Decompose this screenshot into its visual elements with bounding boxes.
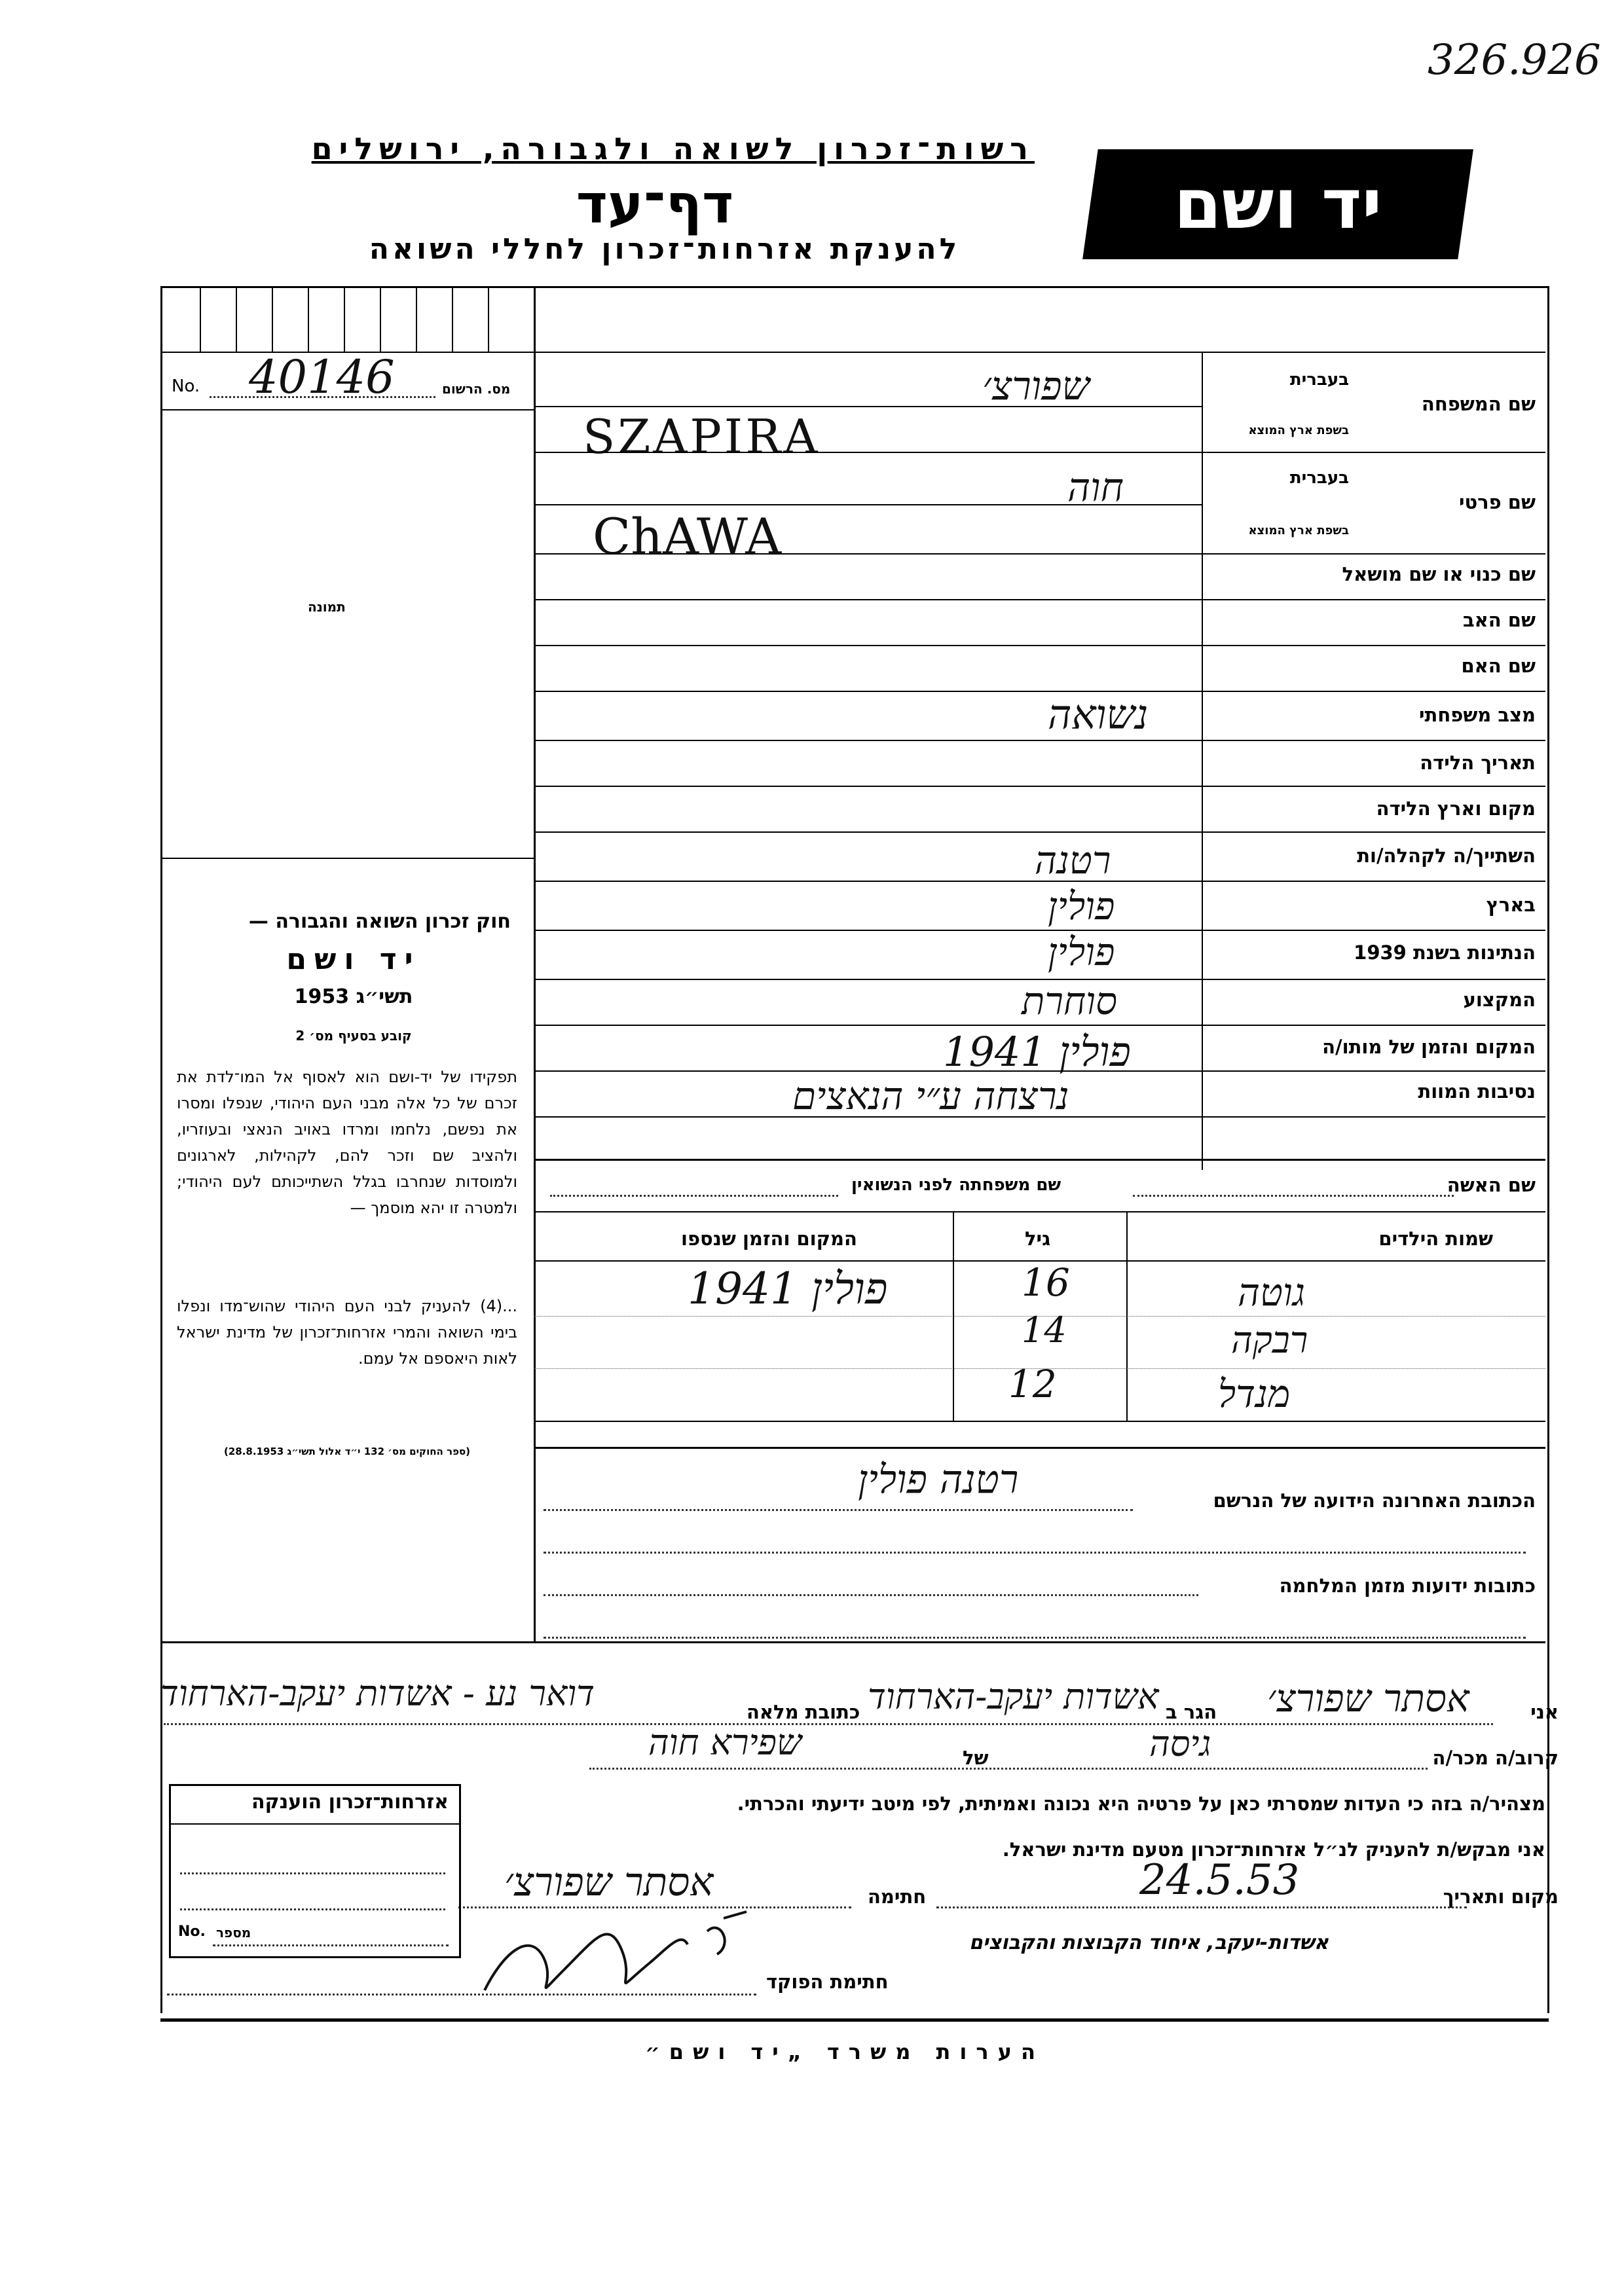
registration-label: מס. הרשום bbox=[442, 381, 511, 397]
officer-signature bbox=[458, 1892, 760, 2010]
citizenship-label: הנתינות בשנת 1939 bbox=[1354, 941, 1536, 964]
country-label: בארץ bbox=[1486, 894, 1536, 916]
death-circumstances-label: נסיבות המוות bbox=[1418, 1080, 1536, 1102]
date-value: 24.5.53 bbox=[1139, 1856, 1300, 1904]
child-age: 16 bbox=[1022, 1260, 1070, 1305]
archive-number: 326.926 bbox=[1428, 36, 1601, 84]
child-name: רבקה bbox=[1231, 1319, 1308, 1362]
birth-place-label: מקום וארץ הלידה bbox=[1376, 797, 1536, 820]
award-no-label: No. bbox=[178, 1923, 206, 1940]
office-notes-label: הערות משרד „יד ושם״ bbox=[645, 2039, 1044, 2064]
death-place-time-label: המקום והזמן של מותו/ה bbox=[1322, 1036, 1536, 1058]
marital-value: נשואה bbox=[1048, 691, 1149, 738]
child-name: מנדל bbox=[1218, 1372, 1291, 1416]
registration-no-label: No. bbox=[172, 376, 200, 396]
family-name-hebrew-value: שפורצ׳ bbox=[982, 363, 1090, 409]
citizenship-value: פולין bbox=[1048, 930, 1115, 974]
death-circumstances-value: נרצחה ע״י הנאצים bbox=[792, 1074, 1069, 1118]
declarant-ani-label: אני bbox=[1530, 1701, 1559, 1723]
officer-signature-label: חתימת הפוקד bbox=[766, 1971, 889, 1993]
place-date-label: מקום ותאריך bbox=[1443, 1886, 1559, 1908]
authority-title: רשות־זכרון לשואה ולגבורה, ירושלים bbox=[311, 131, 1035, 166]
last-address-value: רטנה פולין bbox=[858, 1457, 1019, 1503]
relation-value: גיסה bbox=[1149, 1723, 1211, 1764]
yad-vashem-logo bbox=[1082, 149, 1473, 259]
declarant-lives-value: אשדות יעקב-הארחוד bbox=[868, 1676, 1159, 1717]
child-age: 12 bbox=[1008, 1362, 1057, 1406]
first-name-sub-hebrew: בעברית bbox=[1289, 468, 1349, 488]
declarant-name: אסתר שפורצ׳ bbox=[1267, 1676, 1469, 1721]
children-age-header: גיל bbox=[1025, 1228, 1051, 1250]
law-year: תשי״ג 1953 bbox=[294, 985, 413, 1008]
first-name-hebrew-value: חוה bbox=[1067, 465, 1124, 511]
children-place-header: המקום והזמן שנספו bbox=[681, 1228, 857, 1250]
family-name-sub-origin: בשפת ארץ המוצא bbox=[1248, 424, 1349, 437]
nickname-label: שם כנוי או שם מושאל bbox=[1342, 563, 1536, 585]
law-title: חוק זכרון השואה והגבורה — bbox=[248, 910, 511, 933]
community-label: השתייך/ה לקהלה/ות bbox=[1357, 845, 1536, 867]
child-name: גוטה bbox=[1238, 1270, 1306, 1315]
law-paragraph-2: ...(4) להעניק לבני העם היהודי שהוש־מדו ונפלו בימי השואה והמרי אזרחות־זכרון של מדינת ישראל לאות היאספם אל עמם. bbox=[177, 1297, 517, 1368]
child-place-time: פולין 1941 bbox=[688, 1264, 888, 1314]
wife-maiden-label: שם משפחתה לפני הנשואין bbox=[851, 1175, 1061, 1195]
photo-label: תמונה bbox=[308, 599, 346, 615]
declarant-address-value: דואר נע - אשדות יעקב-הארחוד bbox=[160, 1673, 595, 1714]
community-value: רטנה bbox=[1035, 838, 1111, 883]
declarant-address-label: כתובת מלאה bbox=[747, 1701, 860, 1723]
birth-date-label: תאריך הלידה bbox=[1420, 752, 1536, 774]
father-label: שם האב bbox=[1462, 609, 1536, 631]
war-address-label: כתובות ידועות מזמן המלחמה bbox=[1279, 1575, 1536, 1597]
of-label: של bbox=[963, 1747, 989, 1769]
country-value: פולין bbox=[1048, 884, 1115, 928]
family-name-sub-hebrew: בעברית bbox=[1289, 370, 1349, 390]
signature-value: אסתר שפורצ׳ bbox=[504, 1859, 714, 1905]
first-name-origin-value: ChAWA bbox=[593, 507, 782, 566]
law-paragraph-1: תפקידו של יד-ושם הוא לאסוף אל המו־לדת את זכרם של כל אלה מבני העם היהודי, שנפלו ומסרו את נפשם, נלחמו ומרדו באויב הנאצי ובעוזריו, ולהציב שם וזכר להם, לקהילות, לארגונים ולמוסדות שנחרבו בגלל השתייכותם לעם היהודי; ולמטרה זו יהא מוסמך — bbox=[177, 1068, 517, 1217]
law-clause: קובע בסעיף מס׳ 2 bbox=[295, 1028, 412, 1044]
registration-number: 40146 bbox=[249, 350, 395, 404]
mother-label: שם האם bbox=[1461, 655, 1536, 677]
declarant-lives-label: הגר ב bbox=[1166, 1701, 1217, 1723]
page-title: דף־עד bbox=[576, 173, 734, 236]
award-number-label: מספר bbox=[216, 1925, 251, 1941]
family-name-label: שם המשפחה bbox=[1421, 393, 1536, 415]
children-names-header: שמות הילדים bbox=[1378, 1228, 1493, 1250]
award-box-title: אזרחות־זכרון הוענקה bbox=[251, 1791, 449, 1813]
last-address-label: הכתובת האחרונה הידועה של הנרשם bbox=[1213, 1489, 1536, 1512]
first-name-sub-origin: בשפת ארץ המוצא bbox=[1248, 524, 1349, 538]
first-name-label: שם פרטי bbox=[1458, 491, 1536, 513]
of-value: שפירא חוה bbox=[648, 1722, 802, 1763]
death-place-time-value: פולין 1941 bbox=[943, 1028, 1131, 1076]
law-name: יד ושם bbox=[286, 943, 421, 976]
profession-value: סוחרת bbox=[1022, 979, 1118, 1023]
marital-label: מצב משפחתי bbox=[1418, 704, 1536, 726]
logo-text: יד ושם bbox=[1173, 164, 1382, 244]
child-age: 14 bbox=[1022, 1309, 1067, 1351]
wife-label: שם האשה bbox=[1447, 1174, 1536, 1196]
profession-label: המקצוע bbox=[1463, 989, 1536, 1011]
request-text: אני מבקש/ת להעניק לנ״ל אזרחות־זכרון מטעם מדינת ישראל. bbox=[1002, 1838, 1545, 1861]
statement-text: מצהיר/ה בזה כי העדות שמסרתי כאן על פרטיה היא נכונה ואמיתית, לפי מיטב ידיעתי והכרתי. bbox=[737, 1793, 1545, 1815]
page-subtitle: להענקת אזרחות־זכרון לחללי השואה bbox=[369, 232, 961, 266]
signature-label: חתימה bbox=[868, 1886, 927, 1908]
law-source: (ספר החוקים מס׳ 132 י״ד אלול תשי״ג 28.8.1953) bbox=[223, 1446, 471, 1457]
relation-label: קרוב/ה מכר/ה bbox=[1432, 1747, 1559, 1769]
family-name-origin-value: SZAPIRA bbox=[583, 409, 821, 464]
org-stamp: אשדות-יעקב, איחוד הקבוצות והקבוצים bbox=[969, 1931, 1329, 1954]
